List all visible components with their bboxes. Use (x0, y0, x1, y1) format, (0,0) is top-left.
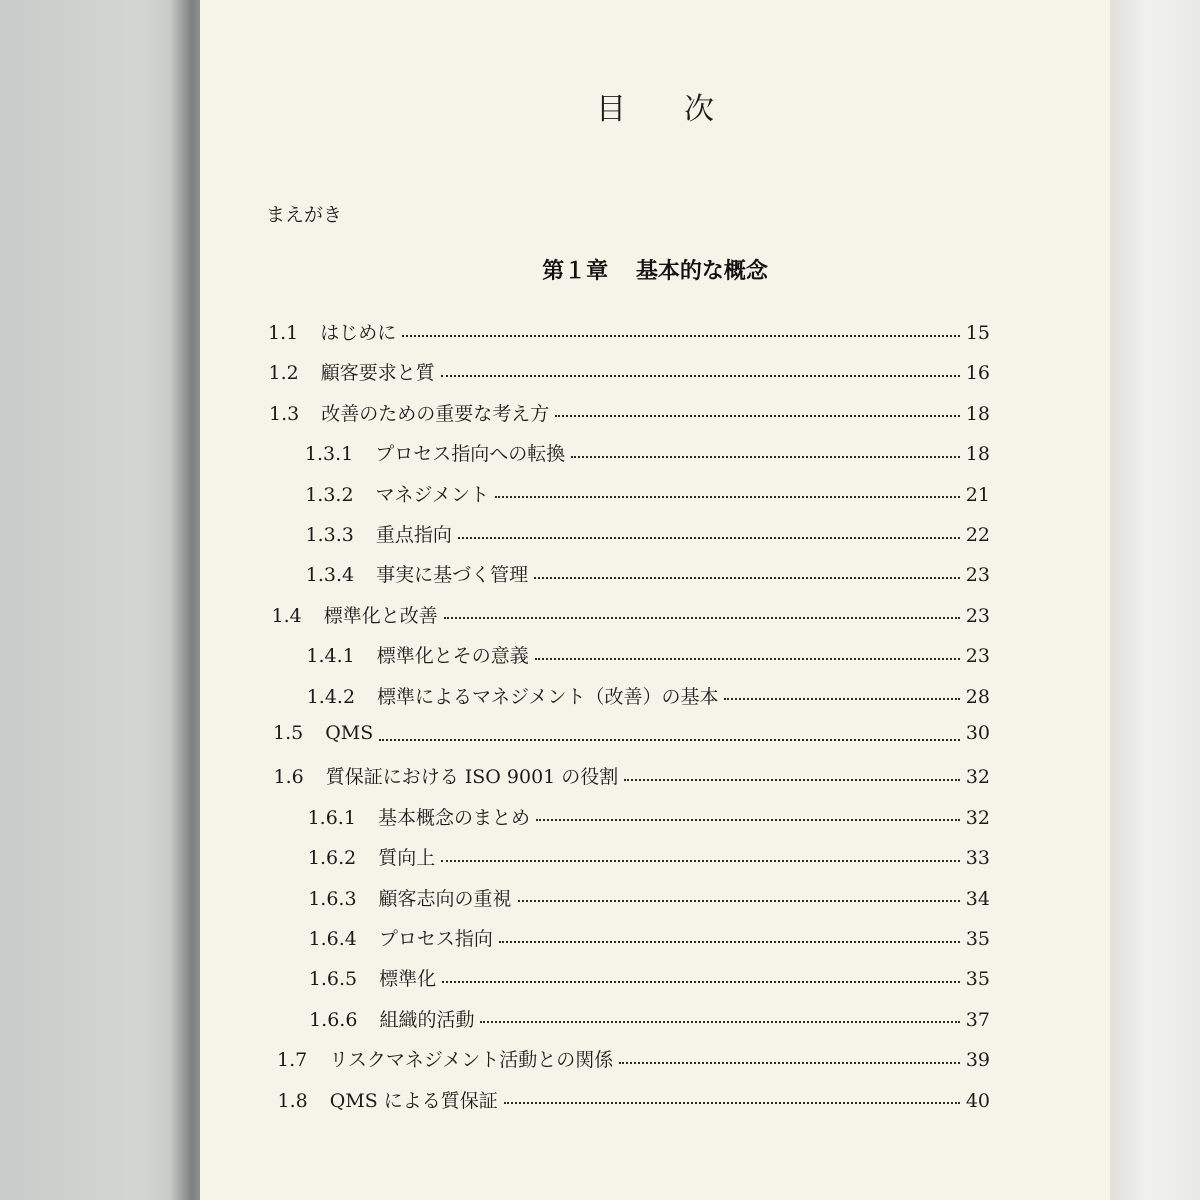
toc-entry-number: 1.1 (268, 322, 299, 344)
leader-dots (441, 859, 960, 862)
toc-entry-page: 28 (965, 685, 990, 708)
leader-dots (499, 940, 960, 943)
toc-entry-title: 基本概念のまとめ (377, 806, 530, 829)
toc-entry-number: 1.6.4 (308, 928, 357, 950)
toc-entry[interactable] (305, 480, 990, 508)
toc-entry-title: マネジメント (375, 483, 489, 506)
toc-entry-page: 16 (965, 362, 990, 385)
toc-entry[interactable] (308, 803, 990, 831)
toc-entry-number: 1.7 (277, 1049, 308, 1072)
toc-entry-number: 1.6.6 (309, 1008, 358, 1031)
leader-dots (518, 899, 960, 902)
toc-entry-page: 32 (965, 806, 990, 829)
toc-entry-number: 1.4.2 (306, 685, 356, 708)
toc-entry-page: 35 (965, 928, 990, 950)
toc-entry[interactable] (307, 682, 990, 710)
toc-page (200, 0, 1110, 1200)
page-edge-stack (1110, 0, 1200, 1200)
toc-entry[interactable] (309, 964, 990, 992)
toc-entry[interactable] (309, 1005, 990, 1033)
toc-entry-number: 1.3 (269, 402, 300, 425)
toc-entry-page: 23 (965, 564, 990, 587)
chapter-label: 第１章 (542, 259, 609, 284)
toc-entry[interactable] (273, 722, 990, 750)
toc-entry-page: 18 (965, 443, 990, 466)
toc-entry-title: 改善のための重要な考え方 (321, 402, 550, 425)
leader-dots (504, 1101, 960, 1104)
toc-entry-title: 事実に基づく管理 (376, 564, 529, 587)
toc-entry-title: はじめに (320, 322, 397, 344)
toc-entry-number: 1.2 (268, 362, 299, 385)
leader-dots (534, 576, 960, 579)
toc-entry-title: 顧客要求と質 (320, 362, 435, 385)
toc-entry[interactable] (306, 560, 990, 588)
toc-entry-page: 22 (965, 524, 990, 546)
leader-dots (379, 738, 960, 741)
toc-entry-title: 重点指向 (375, 524, 452, 546)
toc-entry-page: 23 (965, 604, 990, 627)
toc-entry-title: QMS (325, 722, 374, 744)
toc-entry-number: 1.4.1 (306, 645, 355, 668)
toc-entry-number: 1.3.1 (304, 443, 354, 466)
toc-entry-number: 1.4 (271, 604, 302, 627)
toc-entry-number: 1.6.5 (308, 968, 358, 991)
leader-dots (624, 778, 960, 781)
leader-dots (555, 414, 960, 417)
toc-entry[interactable] (308, 884, 990, 912)
toc-entry-title: QMS による質保証 (329, 1089, 498, 1112)
toc-entry[interactable] (308, 843, 990, 871)
toc-entry[interactable] (269, 358, 991, 386)
leader-dots (571, 455, 960, 458)
toc-entry-number: 1.6.2 (307, 847, 357, 870)
toc-entry-number: 1.3.2 (305, 483, 354, 506)
toc-entry-page: 21 (965, 483, 990, 506)
toc-entry[interactable] (305, 439, 990, 467)
toc-entry-number: 1.3.4 (305, 564, 355, 587)
leader-dots (619, 1061, 960, 1064)
leader-dots (724, 697, 959, 700)
toc-entry-title: 顧客志向の重視 (378, 887, 512, 910)
toc-entry-page: 33 (965, 847, 990, 870)
toc-entry[interactable] (272, 601, 991, 629)
toc-entry[interactable] (274, 762, 991, 790)
toc-entry-title: 標準化と改善 (323, 604, 438, 627)
toc-entry-title: 標準によるマネジメント（改善）の基本 (377, 685, 719, 708)
toc-entry[interactable] (268, 318, 990, 346)
toc-entry[interactable] (269, 399, 990, 427)
toc-entry-title: プロセス指向 (378, 928, 493, 950)
toc-entry-title: 質保証における ISO 9001 の役割 (325, 766, 619, 789)
leader-dots (458, 536, 960, 539)
toc-entry[interactable] (306, 641, 990, 669)
leader-dots (444, 616, 960, 619)
leader-dots (536, 818, 960, 821)
leader-dots (442, 980, 960, 983)
toc-entry-page: 32 (965, 766, 990, 789)
chapter-heading (200, 254, 1110, 285)
toc-entry[interactable] (278, 1086, 991, 1114)
toc-entry-title: 標準化 (379, 968, 437, 991)
toc-title: 目次 (596, 92, 772, 127)
toc-entry-number: 1.3.3 (305, 524, 354, 546)
toc-entry-number: 1.5 (273, 722, 304, 744)
leader-dots (480, 1020, 959, 1023)
toc-entry-title: プロセス指向への転換 (375, 443, 566, 466)
toc-entry-page: 23 (965, 645, 990, 668)
toc-entry-page: 15 (965, 322, 990, 344)
leader-dots (441, 374, 960, 377)
chapter-title: 基本的な概念 (635, 259, 768, 284)
leader-dots (402, 334, 960, 337)
toc-entry[interactable] (277, 1045, 990, 1073)
toc-entry-title: 組織的活動 (379, 1008, 475, 1031)
toc-entry-number: 1.8 (277, 1089, 308, 1112)
toc-entry-page: 35 (965, 968, 990, 991)
toc-entry-title: リスクマネジメント活動との関係 (329, 1049, 614, 1072)
toc-entry-title: 標準化とその意義 (376, 645, 529, 668)
toc-entry-page: 34 (965, 887, 990, 910)
toc-entry[interactable] (306, 520, 991, 548)
toc-entry-page: 39 (965, 1049, 990, 1072)
toc-entry-page: 18 (965, 402, 990, 425)
toc-entry-page: 40 (965, 1089, 990, 1112)
toc-entry-page: 37 (965, 1008, 990, 1031)
preface-entry: まえがき (266, 204, 343, 226)
leader-dots (535, 657, 960, 660)
toc-entry-number: 1.6.3 (308, 887, 357, 910)
leader-dots (495, 495, 960, 498)
toc-entry-title: 質向上 (378, 847, 436, 870)
toc-entry-page: 30 (965, 722, 990, 744)
toc-entry-number: 1.6 (273, 766, 304, 789)
toc-entry-number: 1.6.1 (307, 806, 356, 829)
toc-entry[interactable] (309, 924, 991, 952)
